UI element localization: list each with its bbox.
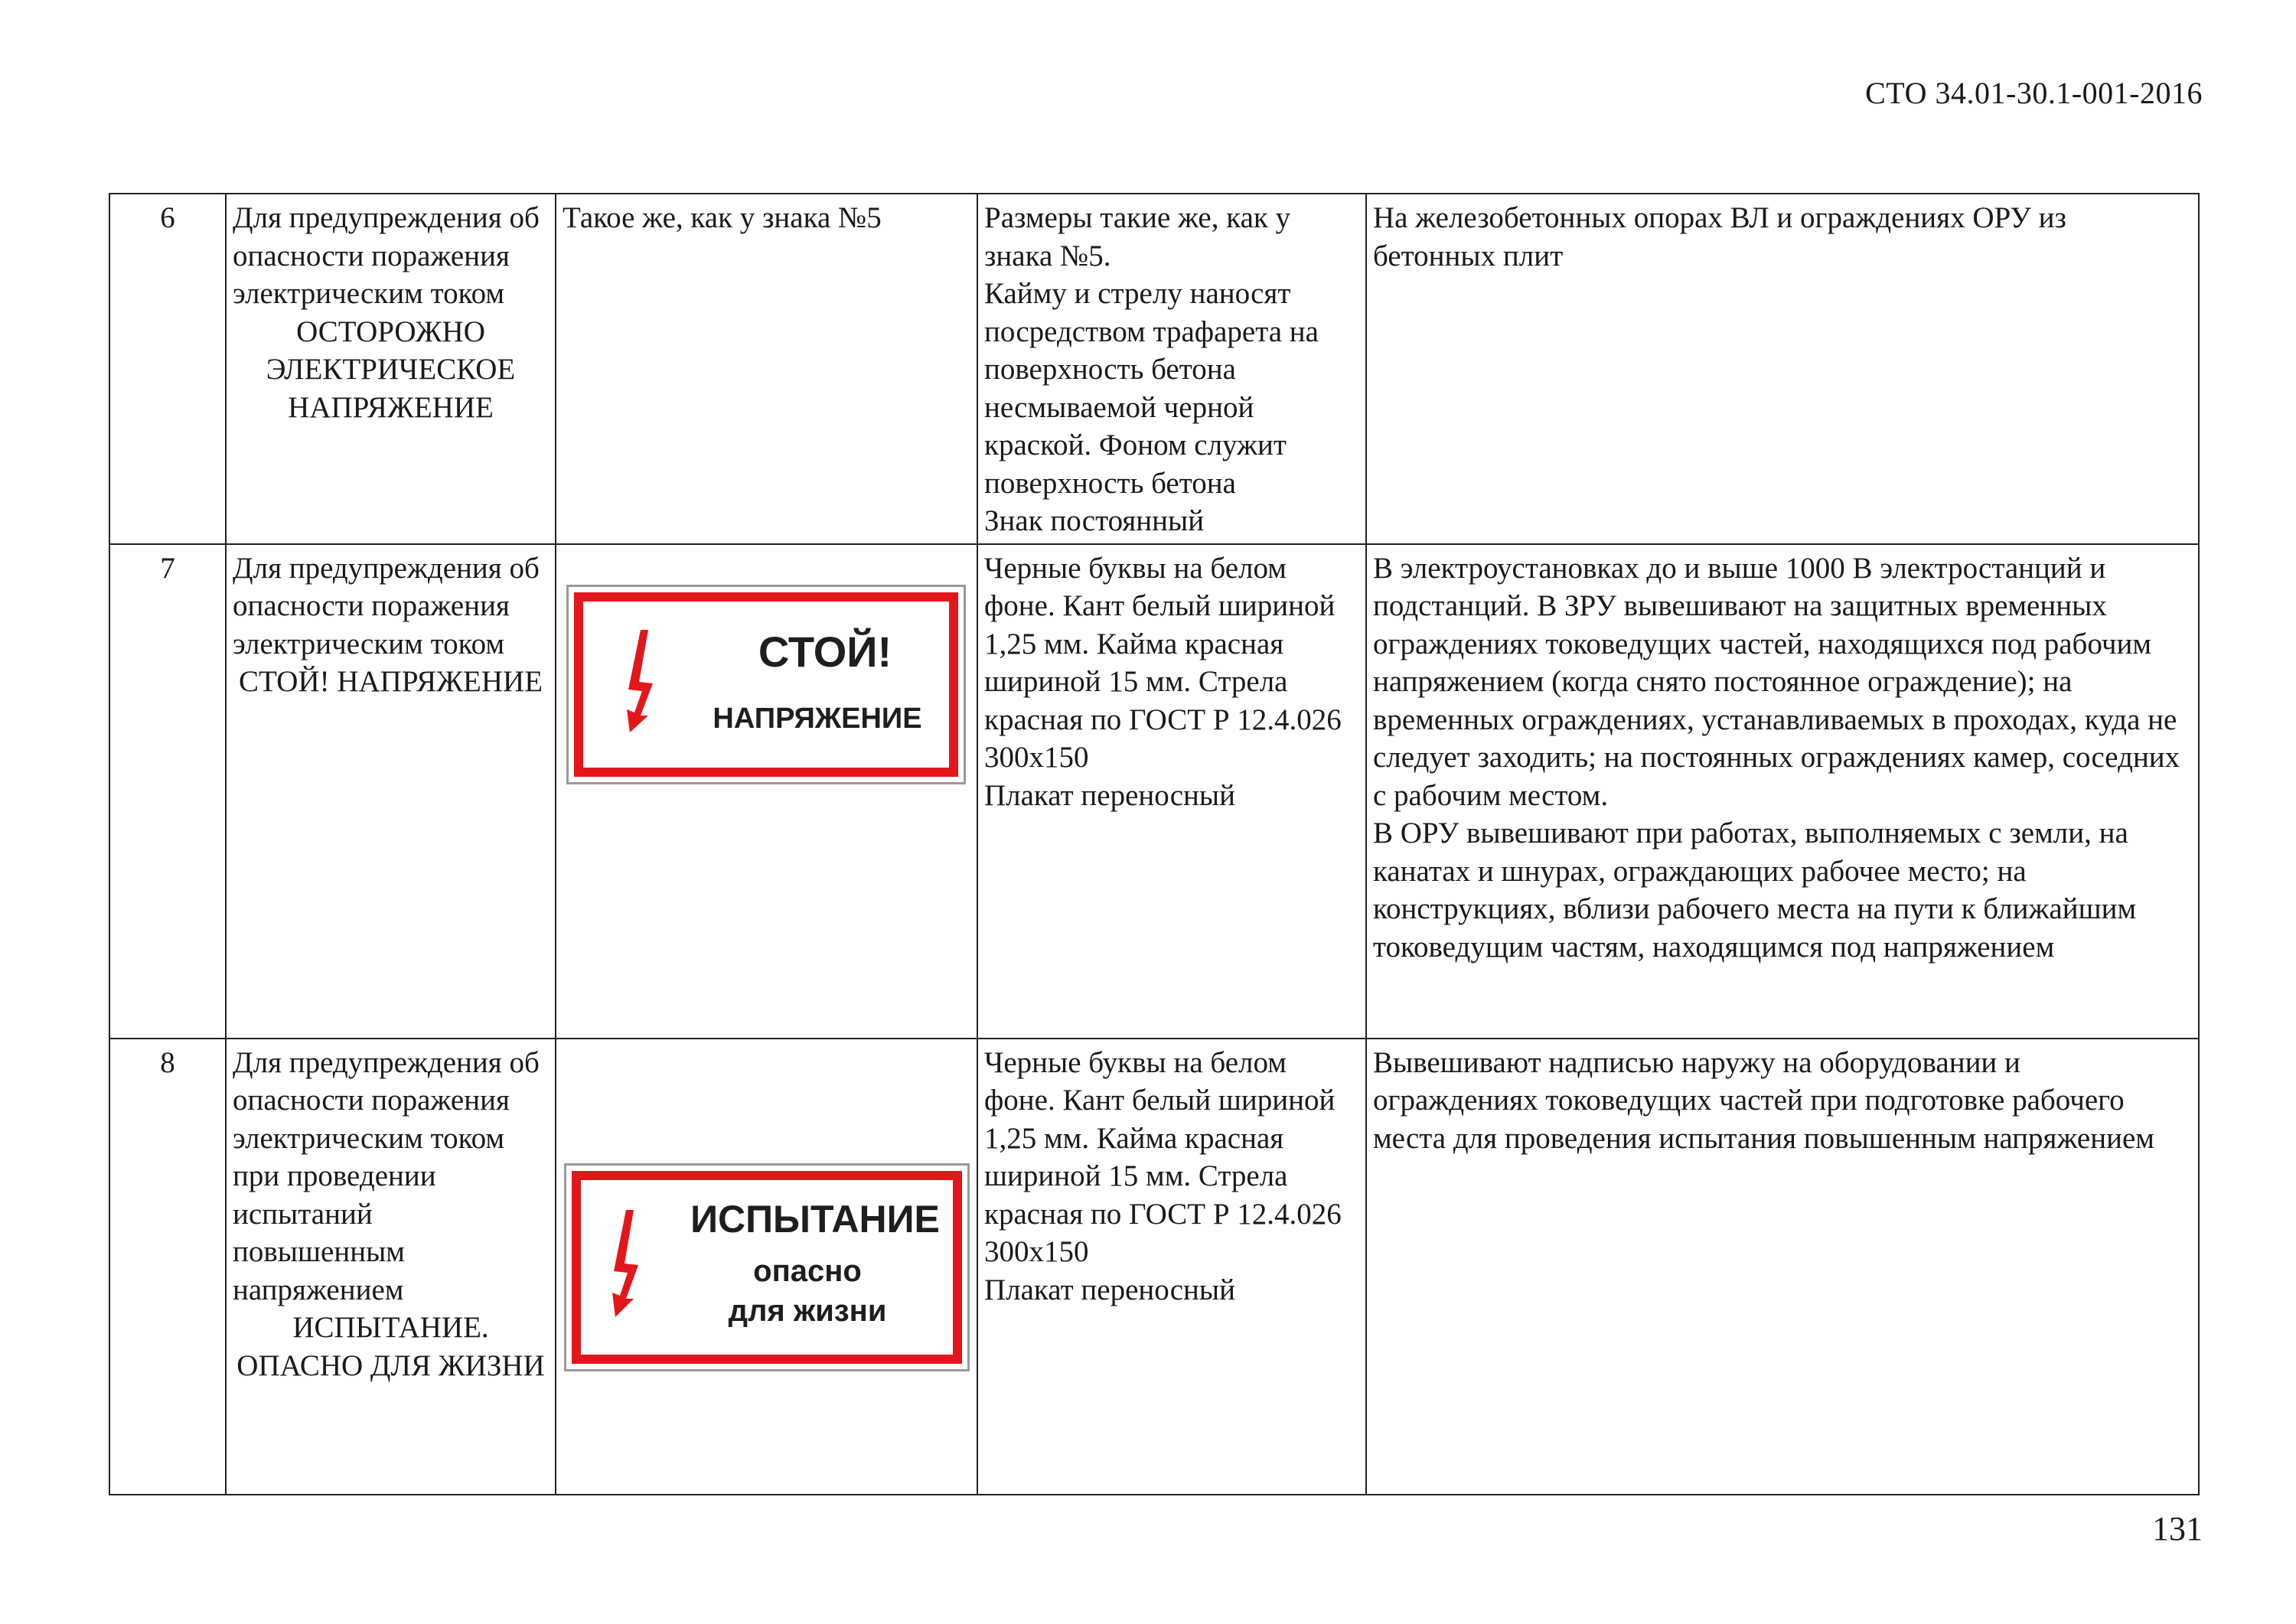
purpose-cell — [226, 194, 556, 544]
spec-line: Черные буквы на белом фоне. Кант белый шириной 1,25 мм. Кайма красная шириной 15 мм. Стрела красная по ГОСТ Р 12.4.026 — [984, 551, 1342, 736]
row-number: 8 — [109, 1039, 226, 1495]
spec-line: 300x150 — [984, 741, 1089, 774]
placement-cell — [1366, 544, 2199, 1039]
safety-signs-table — [109, 193, 2200, 1495]
purpose-text: Для предупреждения об опасности поражения электрическим током — [233, 551, 540, 660]
warning-sign-test-danger — [564, 1163, 970, 1371]
page-number: 131 — [2152, 1510, 2203, 1547]
spec-line: Знак постоянный — [984, 504, 1205, 537]
spec-line: Плакат переносный — [984, 778, 1235, 812]
purpose-text: Для предупреждения об опасности поражения электрическим током при проведении испытаний повышенным напряжением — [233, 1045, 540, 1306]
sign-cell — [556, 194, 977, 544]
purpose-text: Для предупреждения об опасности поражения электрическим током — [233, 201, 540, 310]
sign-title: ИСПЫТАНИЕ — [690, 1197, 940, 1241]
document-code: СТО 34.01-30.1-001-2016 — [1865, 76, 2203, 110]
sign-subtitle: для жизни — [728, 1293, 887, 1328]
lightning-arrow-icon — [605, 1210, 651, 1317]
specs-cell — [977, 1039, 1366, 1495]
sign-cell — [556, 544, 977, 1039]
row-number: 7 — [109, 544, 226, 1039]
placement-text: На железобетонных опорах ВЛ и ограждениях ОРУ из бетонных плит — [1373, 201, 2066, 272]
spec-line: Кайму и стрелу наносят посредством трафарета на поверхность бетона несмываемой черной краской. Фоном служит поверхность бетона — [984, 277, 1319, 500]
spec-line: Черные буквы на белом фоне. Кант белый шириной 1,25 мм. Кайма красная шириной 15 мм. Стрела красная по ГОСТ Р 12.4.026 — [984, 1045, 1342, 1231]
spec-line: 300x150 — [984, 1235, 1089, 1268]
sign-inscription: ИСПЫТАНИЕ. ОПАСНО ДЛЯ ЖИЗНИ — [236, 1311, 545, 1382]
table-row — [109, 1039, 2199, 1495]
sign-subtitle: НАПРЯЖЕНИЕ — [713, 702, 922, 735]
sign-inscription: СТОЙ! НАПРЯЖЕНИЕ — [238, 665, 543, 698]
spec-line: Размеры такие же, как у знака №5. — [984, 201, 1291, 272]
sign-title: СТОЙ! — [758, 627, 892, 676]
spec-line: Плакат переносный — [984, 1273, 1235, 1306]
table-row — [109, 544, 2199, 1039]
specs-cell — [977, 194, 1366, 544]
placement-cell — [1366, 194, 2199, 544]
purpose-cell — [226, 1039, 556, 1495]
warning-sign-stop-voltage — [566, 585, 966, 784]
placement-text: В электроустановках до и выше 1000 В электростанций и подстанций. В ЗРУ вывешивают на защитных временных ограждениях токоведущих частей, находящихся под рабочим напряжением (когда снято постоянное ограждение); на временных ограждениях, устанавливаемых в проходах, куда не следует заходить; на постоянных ограждениях камер, соседних с рабочим местом. — [1373, 551, 2180, 812]
table-row — [109, 194, 2199, 544]
row-number: 6 — [109, 194, 226, 544]
placement-text: В ОРУ вывешивают при работах, выполняемых с земли, на канатах и шнурах, ограждающих рабочее место; на конструкциях, вблизи рабочего места на пути к ближайшим токоведущим частям, находящимся под напряжением — [1373, 817, 2137, 964]
placement-cell — [1366, 1039, 2199, 1495]
sign-subtitle: опасно — [753, 1254, 862, 1288]
specs-cell — [977, 544, 1366, 1039]
placement-text: Вывешивают надписью наружу на оборудовании и ограждениях токоведущих частей при подготовке рабочего места для проведения испытания повышенным напряжением — [1373, 1045, 2154, 1155]
sign-inscription: ОСТОРОЖНО ЭЛЕКТРИЧЕСКОЕ НАПРЯЖЕНИЕ — [266, 315, 516, 424]
sign-reference-text: Такое же, как у знака №5 — [563, 201, 882, 234]
purpose-cell — [226, 544, 556, 1039]
sign-cell — [556, 1039, 977, 1495]
lightning-arrow-icon — [619, 630, 665, 732]
